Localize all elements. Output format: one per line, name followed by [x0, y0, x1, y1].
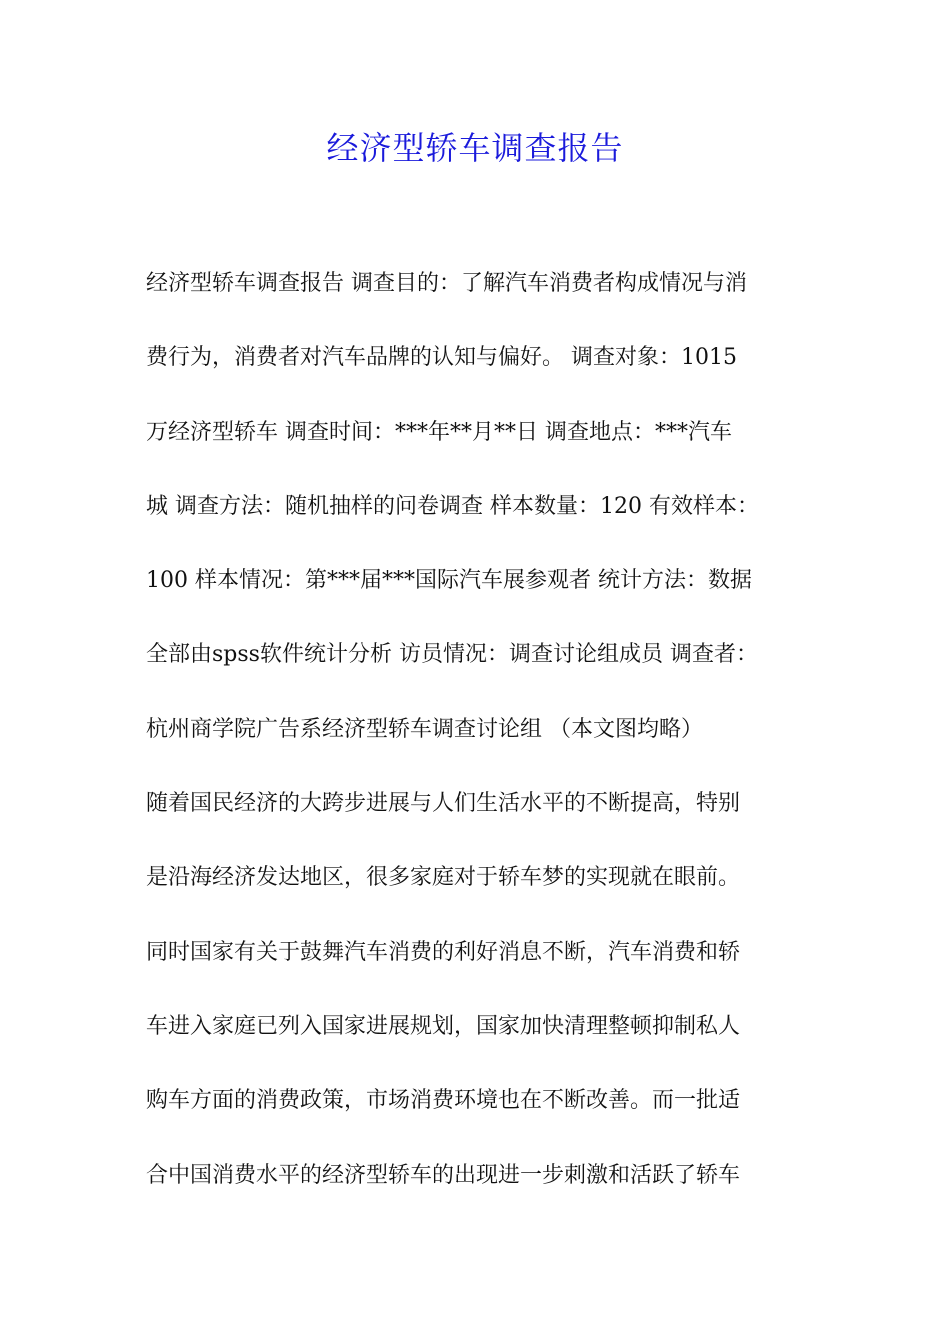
body-line: 城 调查方法：随机抽样的问卷调查 样本数量：120 有效样本： — [146, 493, 759, 519]
body-line: 同时国家有关于鼓舞汽车消费的利好消息不断，汽车消费和轿 — [146, 939, 741, 965]
document-title: 经济型轿车调查报告 — [326, 129, 624, 167]
body-line: 费行为，消费者对汽车品牌的认知与偏好。 调查对象：1015 — [146, 345, 737, 371]
body-line: 万经济型轿车 调查时间：***年**月**日 调查地点：***汽车 — [146, 419, 732, 445]
body-line: 购车方面的消费政策，市场消费环境也在不断改善。而一批适 — [146, 1088, 741, 1114]
body-line: 随着国民经济的大跨步进展与人们生活水平的不断提高，特别 — [146, 791, 741, 817]
document-body — [146, 266, 816, 1232]
body-line: 全部由spss软件统计分析 访员情况：调查讨论组成员 调查者： — [146, 642, 758, 668]
body-line: 经济型轿车调查报告 调查目的：了解汽车消费者构成情况与消 — [146, 271, 747, 296]
body-line: 车进入家庭已列入国家进展规划，国家加快清理整顿抑制私人 — [146, 1013, 741, 1039]
body-line: 合中国消费水平的经济型轿车的出现进一步刺激和活跃了轿车 — [146, 1162, 741, 1188]
body-line: 杭州商学院广告系经济型轿车调查讨论组 （本文图均略） — [146, 716, 703, 742]
body-line: 100 样本情况：第***届***国际汽车展参观者 统计方法：数据 — [146, 568, 752, 594]
body-line: 是沿海经济发达地区，很多家庭对于轿车梦的实现就在眼前。 — [146, 865, 741, 891]
